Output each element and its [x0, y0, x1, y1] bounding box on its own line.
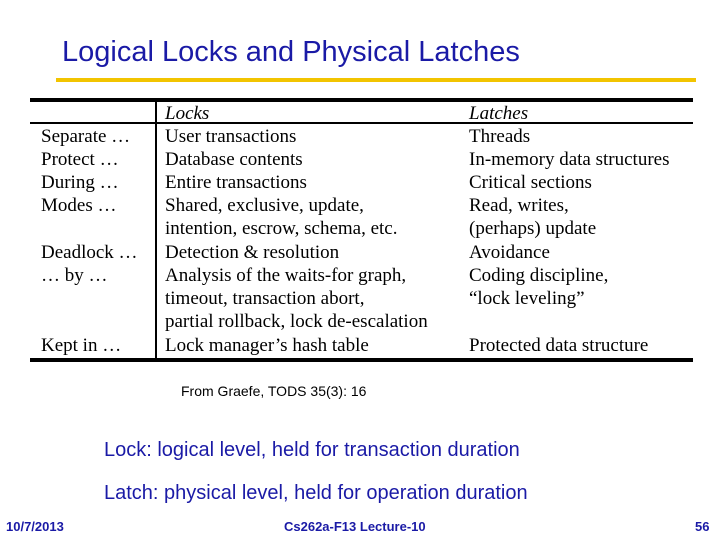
footer-date: 10/7/2013	[6, 519, 64, 534]
footer-course: Cs262a-F13 Lecture-10	[284, 519, 426, 534]
locks-cell: partial rollback, lock de-escalation	[165, 311, 428, 332]
lock-definition: Lock: logical level, held for transaction duration	[104, 439, 520, 461]
row-label-by: … by …	[41, 265, 108, 286]
locks-cell: Lock manager’s hash table	[165, 335, 369, 356]
locks-cell: timeout, transaction abort,	[165, 288, 365, 309]
locks-cell: Database contents	[165, 149, 303, 170]
locks-cell: Entire transactions	[165, 172, 307, 193]
locks-cell: User transactions	[165, 126, 297, 147]
latches-cell: (perhaps) update	[469, 218, 597, 239]
locks-cell: Detection & resolution	[165, 242, 340, 263]
latches-cell: Protected data structure	[469, 335, 649, 356]
table-top-rule	[30, 98, 693, 102]
header-latches: Latches	[469, 103, 529, 124]
table-source-caption: From Graefe, TODS 35(3): 16	[181, 383, 367, 399]
row-label-kept-in: Kept in …	[41, 335, 122, 356]
row-label-modes: Modes …	[41, 195, 117, 216]
locks-cell: Analysis of the waits-for graph,	[165, 265, 407, 286]
latches-cell: Avoidance	[469, 242, 550, 263]
row-label-protect: Protect …	[41, 149, 119, 170]
latches-cell: “lock leveling”	[469, 288, 585, 309]
footer-page-number: 56	[695, 519, 710, 534]
latches-cell: Read, writes,	[469, 195, 569, 216]
header-locks: Locks	[165, 103, 210, 124]
latches-cell: Critical sections	[469, 172, 592, 193]
locks-cell: intention, escrow, schema, etc.	[165, 218, 398, 239]
latches-cell: Threads	[469, 126, 531, 147]
latches-cell: Coding discipline,	[469, 265, 609, 286]
locks-cell: Shared, exclusive, update,	[165, 195, 364, 216]
slide-title: Logical Locks and Physical Latches	[62, 36, 520, 68]
latches-cell: In-memory data structures	[469, 149, 670, 170]
title-underline	[56, 78, 696, 82]
table-column-divider	[155, 98, 157, 362]
row-label-during: During …	[41, 172, 119, 193]
row-label-separate: Separate …	[41, 126, 131, 147]
table-header-rule	[30, 122, 693, 124]
row-label-deadlock: Deadlock …	[41, 242, 138, 263]
latch-definition: Latch: physical level, held for operation duration	[104, 482, 528, 504]
comparison-table	[30, 98, 693, 362]
table-bottom-rule	[30, 358, 693, 362]
